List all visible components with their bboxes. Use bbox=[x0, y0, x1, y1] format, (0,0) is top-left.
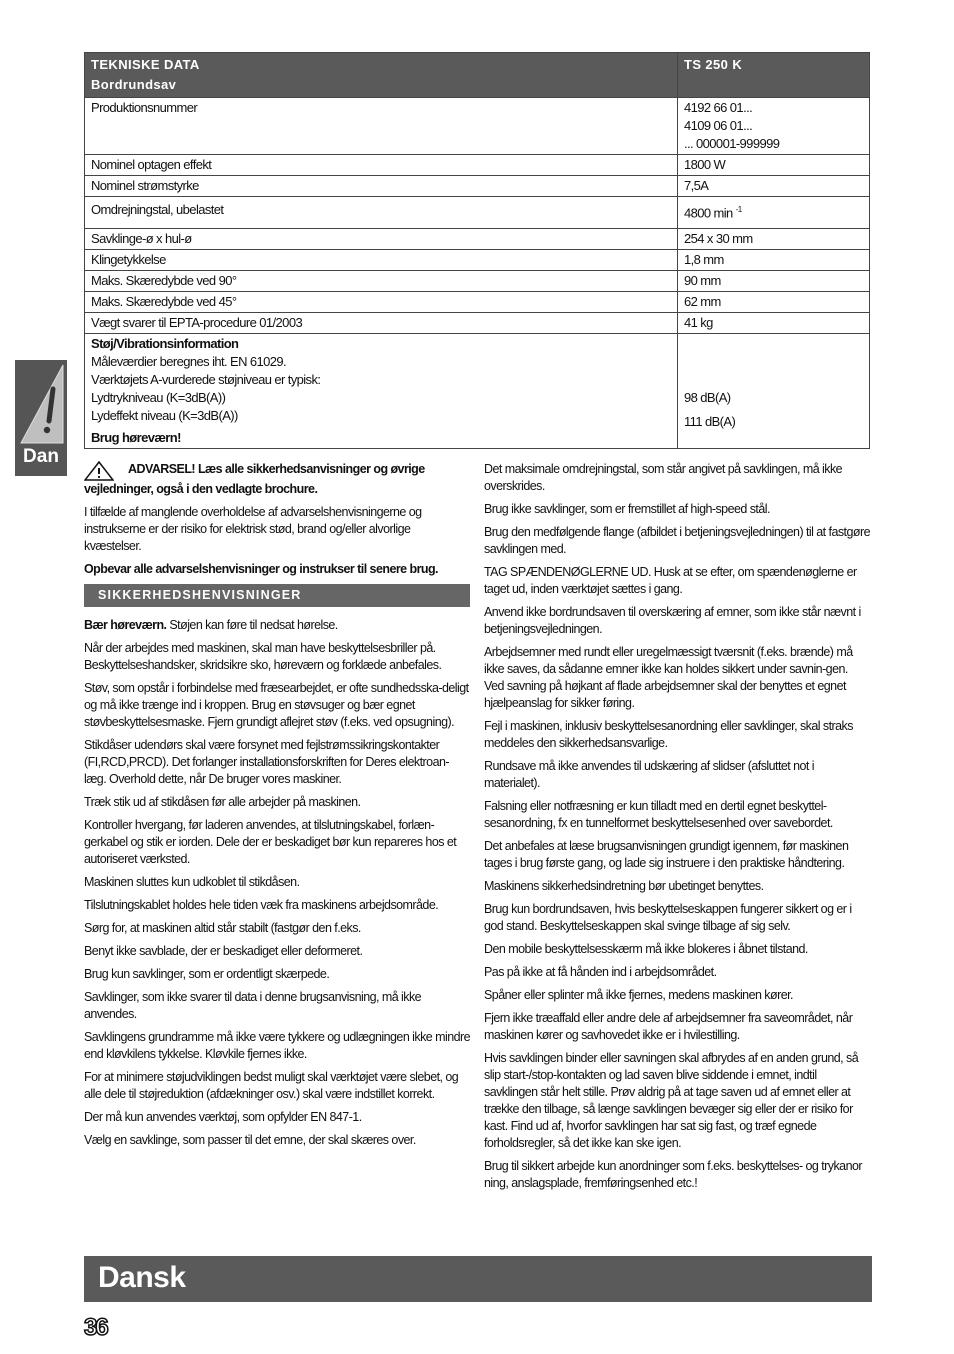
safety-paragraph: Vælg en savklinge, som passer til det emne, der skal skæres over. bbox=[84, 1133, 416, 1147]
value-line: ... 000001-999999 bbox=[684, 136, 780, 151]
safety-paragraph: Den mobile beskyttelsesskærm må ikke blokeres i åbnet tilstand. bbox=[484, 942, 808, 956]
safety-paragraph: Tilslutningskablet holdes hele tiden væk fra maskinens arbejdsområde. bbox=[84, 898, 439, 912]
noise-line: Lydtrykniveau (K=3dB(A)) bbox=[91, 390, 226, 406]
table-header-row bbox=[85, 53, 870, 98]
table-row bbox=[85, 313, 870, 334]
row-value: 62 mm bbox=[678, 292, 870, 313]
safety-paragraph: Brug ikke savklinger, som er fremstillet af high-speed stål. bbox=[484, 502, 770, 516]
left-column bbox=[84, 461, 470, 1155]
table-row bbox=[85, 250, 870, 271]
safety-paragraph: Brug kun savklinger, som er ordentligt skærpede. bbox=[84, 967, 330, 981]
table-row bbox=[85, 271, 870, 292]
side-tab-label: Dan bbox=[23, 446, 59, 467]
noise-line: Værktøjets A-vurderede støjniveau er typisk: bbox=[91, 372, 321, 388]
safety-paragraph: Det maksimale omdrejningstal, som står angivet på savklingen, må ikke overskrides. bbox=[484, 462, 843, 493]
page-number: 36 bbox=[84, 1314, 107, 1341]
language-bar bbox=[84, 1256, 872, 1302]
row-label: Maks. Skæredybde ved 45° bbox=[85, 292, 678, 313]
hearing-protection-note: Brug høreværn! bbox=[91, 430, 181, 446]
value-line: 4109 06 01... bbox=[684, 118, 753, 133]
table-row bbox=[85, 197, 870, 229]
row-value: 41 kg bbox=[678, 313, 870, 334]
safety-paragraph: Træk stik ud af stikdåsen før alle arbejder på maskinen. bbox=[84, 795, 361, 809]
safety-paragraph: Stikdåser udendørs skal være forsynet med fejlstrømssikringskontakter (FI,RCD,PRCD). Det forlanger installationsforskriften for Deres elektroan-læg. Overhold dette, når De bruger vores maskiner. bbox=[84, 738, 449, 786]
safety-paragraph: Brug til sikkert arbejde kun anordninger som f.eks. beskyttelses- og trykanor ning, anslagsplade, fremføringsenhed etc.! bbox=[484, 1159, 862, 1190]
row-value: 7,5A bbox=[678, 176, 870, 197]
noise-value: 98 dB(A) bbox=[684, 390, 731, 406]
row-value: 90 mm bbox=[678, 271, 870, 292]
warning-icon bbox=[84, 461, 114, 481]
safety-paragraph: Savklingens grundramme må ikke være tykkere og udlægningen ikke mindre end kløvkilens tykkelse. Kløvkile fjernes ikke. bbox=[84, 1030, 471, 1061]
table-header-left bbox=[85, 53, 678, 98]
row-label: Klingetykkelse bbox=[85, 250, 678, 271]
value-line: 4192 66 01... bbox=[684, 100, 753, 115]
noise-value: 111 dB(A) bbox=[684, 414, 736, 430]
safety-paragraph: Der må kun anvendes værktøj, som opfylder EN 847-1. bbox=[84, 1110, 362, 1124]
table-header-model: TS 250 K bbox=[678, 53, 870, 98]
technical-data-table bbox=[84, 52, 870, 449]
table-title: TEKNISKE DATA bbox=[91, 57, 200, 72]
safety-paragraph: Falsning eller notfræsning er kun tilladt med en dertil egnet beskyttel-sesanordning, fx en tunnelformet beskyttelsesenhed over savebordet. bbox=[484, 799, 833, 830]
table-row bbox=[85, 292, 870, 313]
right-column bbox=[484, 461, 870, 1198]
safety-paragraph: Maskinen sluttes kun udkoblet til stikdåsen. bbox=[84, 875, 300, 889]
noise-label-cell bbox=[85, 334, 678, 449]
safety-paragraph: Rundsave må ikke anvendes til udskæring af slidser (afsluttet not i materialet). bbox=[484, 759, 814, 790]
safety-paragraph: Fejl i maskinen, inklusiv beskyttelsesanordning eller savklinger, skal straks meddeles den sikkerhedsansvarlige. bbox=[484, 719, 853, 750]
safety-paragraph: TAG SPÆNDENØGLERNE UD. Husk at se efter, om spændenøglerne er taget ud, inden værktøjet sættes i gang. bbox=[484, 565, 857, 596]
value-text: 4800 min bbox=[684, 205, 733, 221]
safety-paragraph: Spåner eller splinter må ikke fjernes, medens maskinen kører. bbox=[484, 988, 793, 1002]
row-value: 1,8 mm bbox=[678, 250, 870, 271]
noise-title: Støj/Vibrationsinformation bbox=[91, 336, 239, 352]
table-row bbox=[85, 229, 870, 250]
table-subtitle: Bordrundsav bbox=[91, 77, 177, 92]
safety-paragraph: For at minimere støjudviklingen bedst muligt skal værktøjet være slebet, og alle dele til støjreduktion (afdækninger osv.) skal være indstillet korrekt. bbox=[84, 1070, 459, 1101]
safety-paragraph: Benyt ikke savblade, der er beskadiget eller deformeret. bbox=[84, 944, 363, 958]
keep-instructions: Opbevar alle advarselshenvisninger og instrukser til senere brug. bbox=[84, 562, 438, 576]
row-label: Nominel strømstyrke bbox=[85, 176, 678, 197]
hearing-paragraph bbox=[84, 617, 470, 634]
safety-paragraph: Hvis savklingen binder eller savningen skal afbrydes af en anden grund, så slip start-/stop-kontakten og lad saven blive siddende i emnet, indtil savklingen står helt stille. Prøv aldrig på at tage saven ud af emnet eller at trække den tilbage, så længe savklingen bevæger sig eller der er risiko for kast. Find ud af, hvorfor savklingen har sat sig fast, og træf egnede forholdsregler, så det ikke kan ske igen. bbox=[484, 1051, 859, 1150]
noise-line: Måleværdier beregnes iht. EN 61029. bbox=[91, 354, 287, 370]
section-header: SIKKERHEDSHENVISNINGER bbox=[84, 584, 470, 607]
safety-paragraph: Brug kun bordrundsaven, hvis beskyttelseskappen fungerer sikkert og er i god stand. Beskyttelseskappen skal svinge tilbage af sig selv. bbox=[484, 902, 852, 933]
safety-paragraph: Arbejdsemner med rundt eller uregelmæssigt tværsnit (f.eks. brænde) må ikke saves, da sådanne emner ikke kan holdes sikkert under savnin-gen. Ved savning på højkant af flade arbejdsemner skal der benyttes et egnet hjælpeanslag for sikker føring. bbox=[484, 645, 853, 710]
warning-text-bold: ADVARSEL! Læs alle sikkerhedsanvisninger og øvrige vejledninger, også i den vedlagte brochure. bbox=[84, 462, 425, 496]
row-value bbox=[678, 98, 870, 155]
table-row bbox=[85, 155, 870, 176]
safety-paragraph: Støv, som opstår i forbindelse med fræsearbejdet, er ofte sundhedsska-deligt og må ikke trænge ind i kroppen. Brug en støvsuger og bær egnet støvbeskyttelsesmaske. Fjern grundigt aflejret støv (f.eks. ved opsugning). bbox=[84, 681, 469, 729]
noise-value-cell bbox=[678, 334, 870, 449]
warning-consequence: I tilfælde af manglende overholdelse af advarselshenvisningerne og instrukserne er der risiko for elektrisk stød, brand og/eller alvorlige kvæstelser. bbox=[84, 505, 422, 553]
safety-paragraph: Sørg for, at maskinen altid står stabilt (fastgør den f.eks. bbox=[84, 921, 361, 935]
safety-paragraph: Maskinens sikkerhedsindretning bør ubetinget benyttes. bbox=[484, 879, 764, 893]
safety-paragraph: Anvend ikke bordrundsaven til overskæring af emner, som ikke står nævnt i betjeningsvejledningen. bbox=[484, 605, 861, 636]
noise-row bbox=[85, 334, 870, 449]
warning-triangle-icon bbox=[15, 363, 67, 447]
noise-line: Lydeffekt niveau (K=3dB(A)) bbox=[91, 408, 238, 424]
table-row bbox=[85, 98, 870, 155]
safety-paragraph: Savklinger, som ikke svarer til data i denne brugsanvisning, må ikke anvendes. bbox=[84, 990, 422, 1021]
row-label: Produktionsnummer bbox=[85, 98, 678, 155]
table-row bbox=[85, 176, 870, 197]
safety-paragraph: Fjern ikke træaffald eller andre dele af arbejdsemner fra saveområdet, når maskinen kører og savhovedet ikke er i hvilestilling. bbox=[484, 1011, 853, 1042]
safety-paragraph: Når der arbejdes med maskinen, skal man have beskyttelsesbriller på. Beskyttelseshandsker, skridsikre sko, høreværn og forklæde anbefales. bbox=[84, 641, 442, 672]
row-label: Maks. Skæredybde ved 90° bbox=[85, 271, 678, 292]
row-label: Nominel optagen effekt bbox=[85, 155, 678, 176]
safety-paragraph: Brug den medfølgende flange (afbildet i betjeningsvejledningen) til at fastgøre savklingen med. bbox=[484, 525, 870, 556]
warning-paragraph bbox=[84, 461, 470, 498]
value-superscript: -1 bbox=[735, 205, 742, 214]
safety-paragraph: Det anbefales at læse brugsanvisningen grundigt igennem, før maskinen tages i brug første gang, og lade sig instruere i den praktiske håndtering. bbox=[484, 839, 849, 870]
hearing-bold: Bær høreværn. bbox=[84, 618, 167, 632]
row-value bbox=[678, 197, 870, 229]
row-value: 1800 W bbox=[678, 155, 870, 176]
safety-paragraph: Pas på ikke at få hånden ind i arbejdsområdet. bbox=[484, 965, 717, 979]
hearing-text: Støjen kan føre til nedsat hørelse. bbox=[166, 618, 338, 632]
safety-paragraph: Kontroller hvergang, før laderen anvendes, at tilslutningskabel, forlæn-gerkabel og stik er iorden. Dele der er beskadiget bør kun repareres hos et autoriseret værksted. bbox=[84, 818, 457, 866]
row-label: Savklinge-ø x hul-ø bbox=[85, 229, 678, 250]
row-label: Vægt svarer til EPTA-procedure 01/2003 bbox=[85, 313, 678, 334]
row-value: 254 x 30 mm bbox=[678, 229, 870, 250]
language-title: Dansk bbox=[98, 1261, 186, 1294]
row-label: Omdrejningstal, ubelastet bbox=[85, 197, 678, 229]
